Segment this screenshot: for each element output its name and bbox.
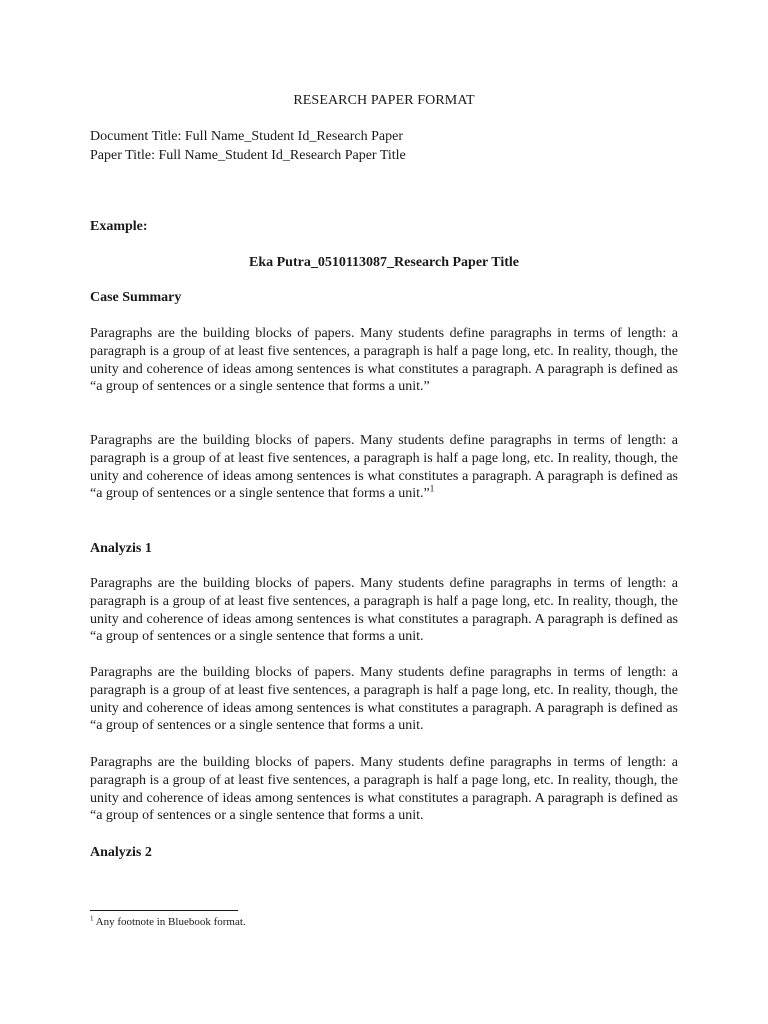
- paragraph: [90, 432, 678, 503]
- footnote-separator: [90, 910, 238, 911]
- example-label: Example:: [90, 219, 148, 234]
- footnote-reference: 1: [429, 483, 435, 494]
- paragraph: Paragraphs are the building blocks of papers. Many students define paragraphs in terms of length: a paragraph is a group of at least five sentences, a paragraph is half a page long, etc. In reality, though, the unity and coherence of ideas among sentences is what constitutes a paragraph. A paragraph is defined as “a group of sentences or a single sentence that forms a unit.: [90, 755, 678, 824]
- footnote-text: Any footnote in Bluebook format.: [93, 916, 246, 928]
- section-heading-analyzis-2: Analyzis 2: [90, 845, 152, 860]
- document-title-line: Document Title: Full Name_Student Id_Research Paper: [90, 129, 404, 144]
- section-heading-case-summary: Case Summary: [90, 290, 182, 305]
- document-title: RESEARCH PAPER FORMAT: [293, 93, 475, 108]
- paper-title-line: Paper Title: Full Name_Student Id_Research Paper Title: [90, 148, 406, 163]
- paragraph: Paragraphs are the building blocks of papers. Many students define paragraphs in terms of length: a paragraph is a group of at least five sentences, a paragraph is half a page long, etc. In reality, though, the unity and coherence of ideas among sentences is what constitutes a paragraph. A paragraph is defined as “a group of sentences or a single sentence that forms a unit.: [90, 576, 678, 645]
- paragraph-text: Paragraphs are the building blocks of papers. Many students define paragraphs in terms of length: a paragraph is a group of at least five sentences, a paragraph is half a page long, etc. In reality, though, the unity and coherence of ideas among sentences is what constitutes a paragraph. A paragraph is defined as “a group of sentences or a single sentence that forms a unit.”: [90, 433, 678, 502]
- example-paper-title: Eka Putra_0510113087_Research Paper Title: [248, 255, 519, 270]
- footnote-number: 1: [90, 914, 94, 923]
- paragraph: Paragraphs are the building blocks of papers. Many students define paragraphs in terms of length: a paragraph is a group of at least five sentences, a paragraph is half a page long, etc. In reality, though, the unity and coherence of ideas among sentences is what constitutes a paragraph. A paragraph is defined as “a group of sentences or a single sentence that forms a unit.: [90, 665, 678, 734]
- section-heading-analyzis-1: Analyzis 1: [90, 541, 152, 556]
- footnote: [90, 915, 246, 929]
- paragraph: Paragraphs are the building blocks of papers. Many students define paragraphs in terms of length: a paragraph is a group of at least five sentences, a paragraph is half a page long, etc. In reality, though, the unity and coherence of ideas among sentences is what constitutes a paragraph. A paragraph is defined as “a group of sentences or a single sentence that forms a unit.”: [90, 326, 678, 395]
